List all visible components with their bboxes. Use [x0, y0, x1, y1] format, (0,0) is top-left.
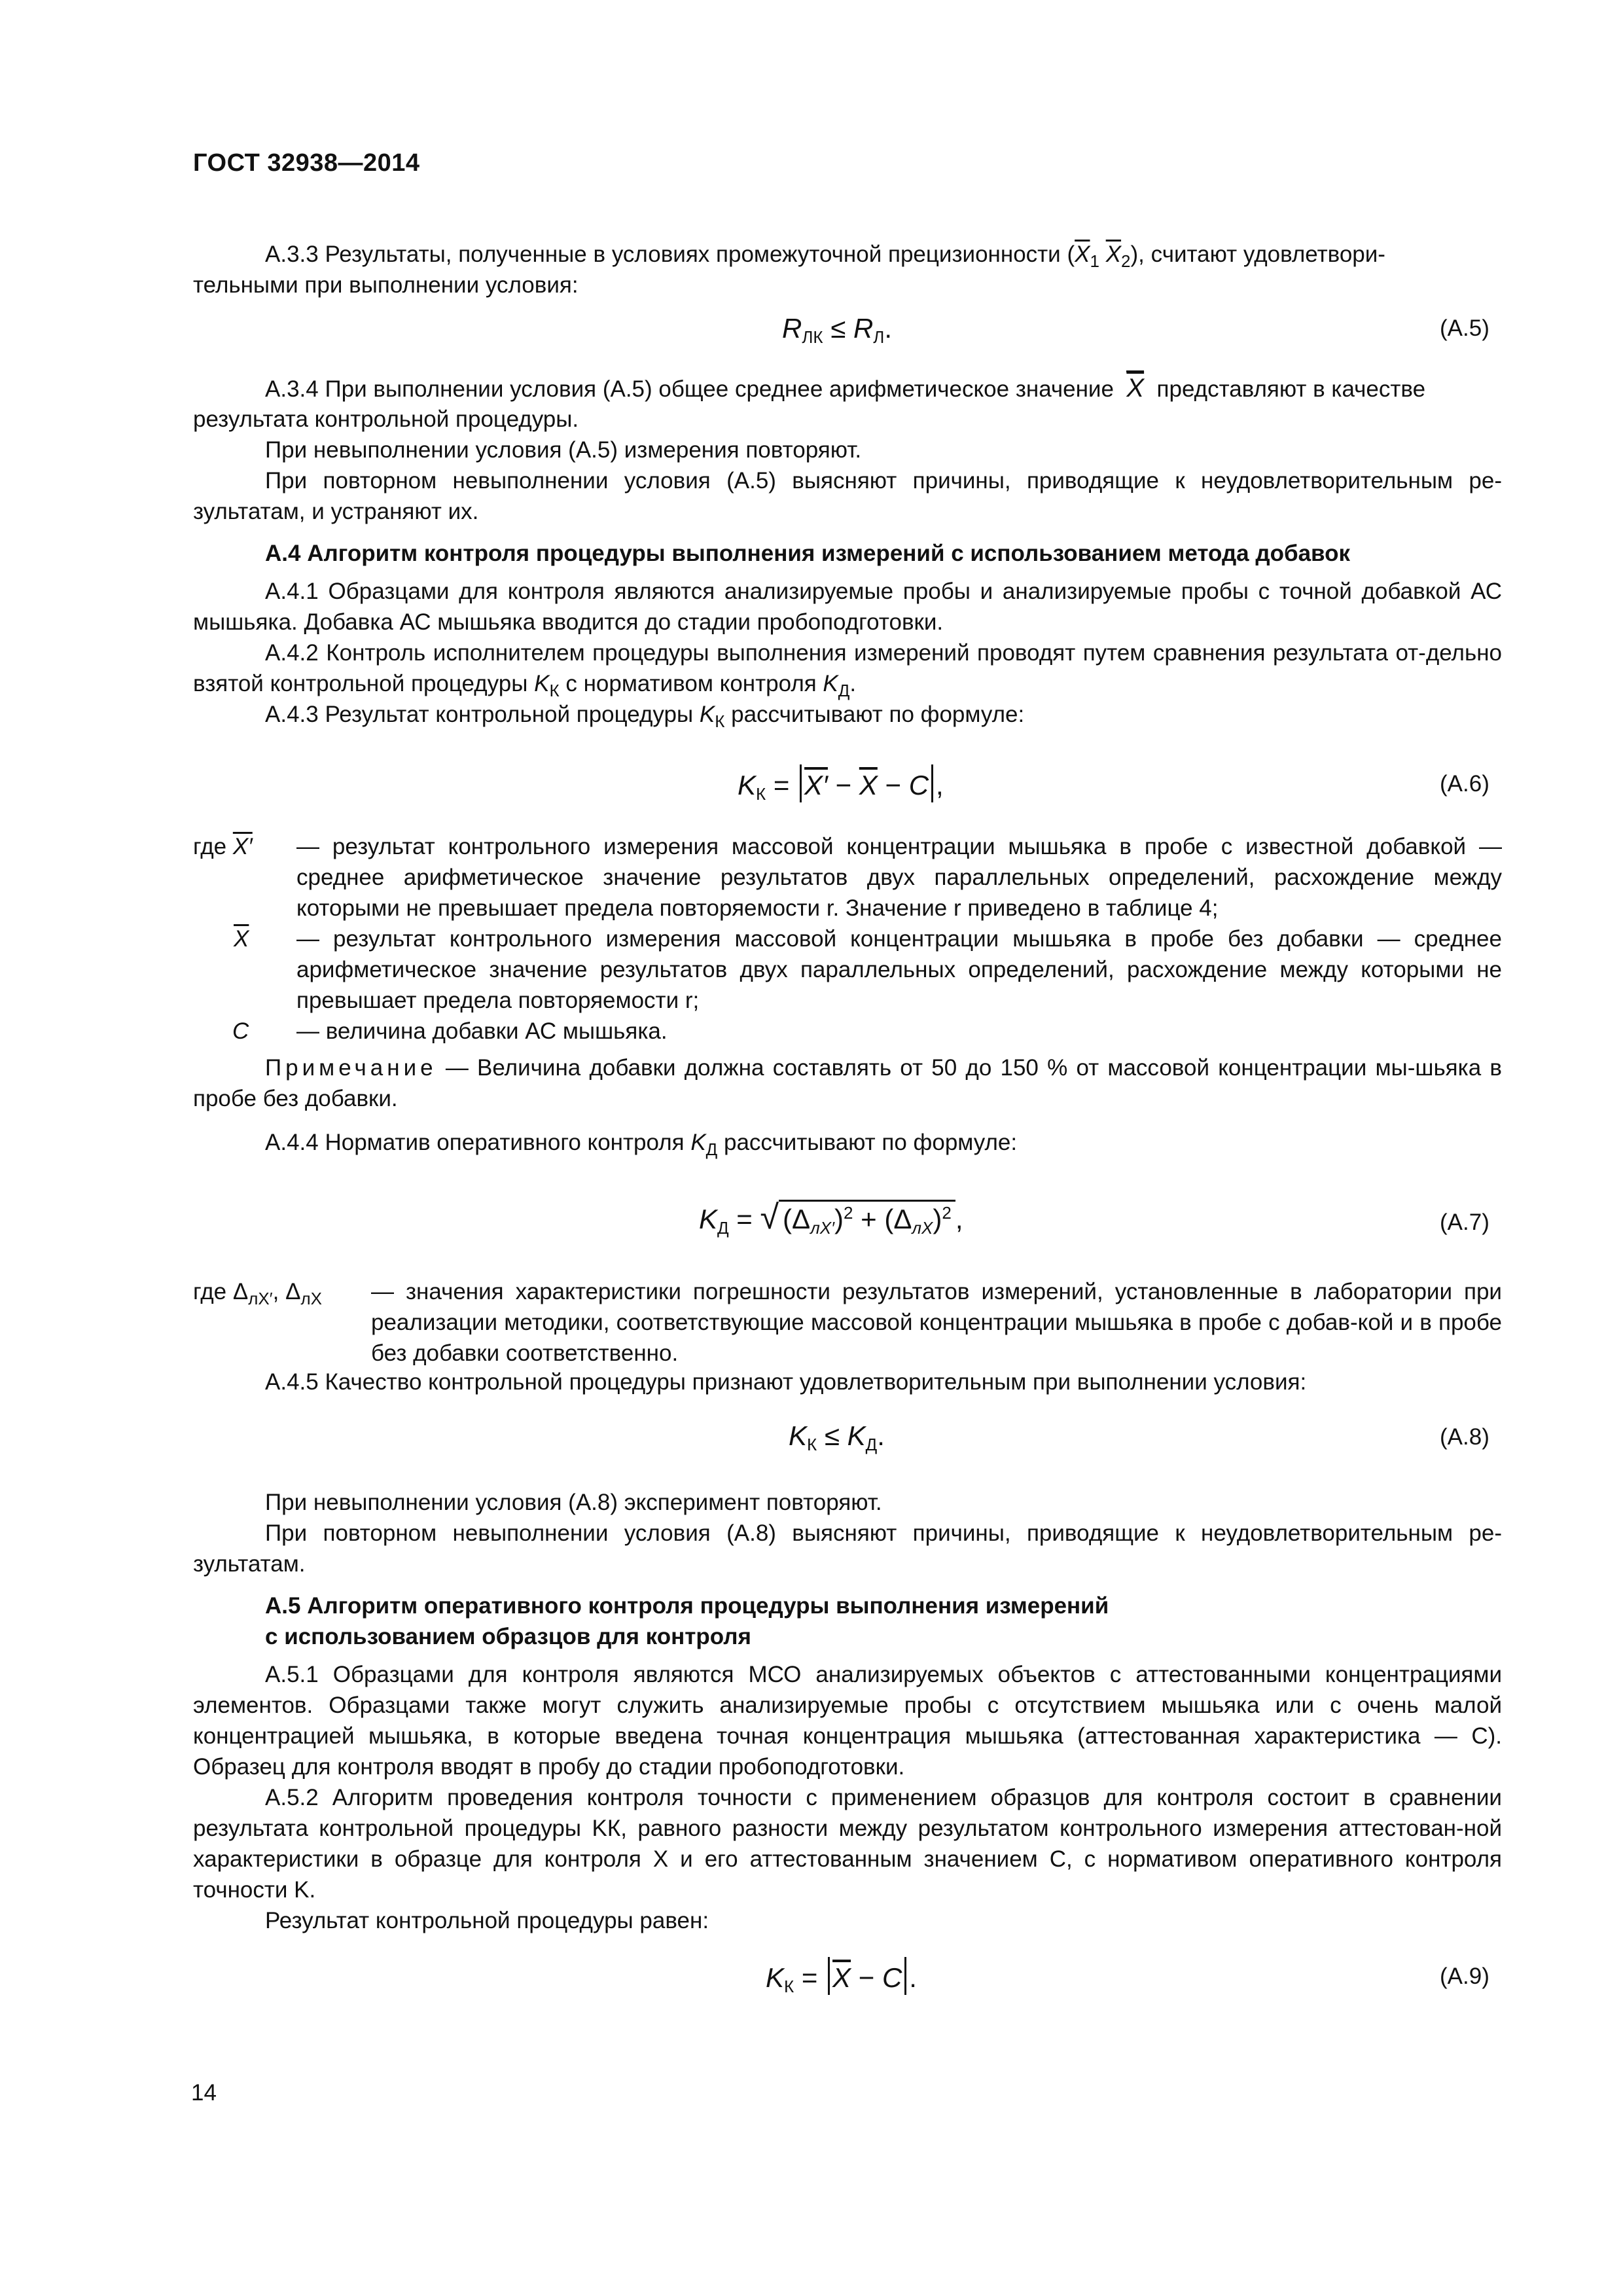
paragraph-a41: А.4.1 Образцами для контроля являются анализируемые пробы и анализируемые пробы с точной добавкой АС мышьяка. Добавка АС мышьяка вводится до стадии пробоподготовки. — [193, 579, 1502, 635]
separator: , — [272, 1279, 286, 1304]
punct: , — [936, 770, 944, 800]
punct: , — [955, 1204, 963, 1234]
definition-item — [193, 924, 1502, 1016]
paragraph-text: А.4.2 Контроль исполнителем процедуры выполнения измерений проводят путем сравнения результата от-дельно взятой контрольной процедуры — [193, 640, 1502, 696]
subscript-lk: ЛК — [802, 327, 823, 347]
paragraph-text: с нормативом контроля — [559, 671, 823, 696]
delta-symbol: Δ — [232, 1279, 249, 1304]
paragraph-text: А.3.3 Результаты, полученные в условиях промежуточной прецизионности ( — [265, 242, 1075, 267]
paragraph-a52-result: Результат контрольной процедуры равен: — [265, 1908, 709, 1933]
operator-plus: + — [853, 1204, 885, 1234]
equation-number: (А.8) — [1440, 1424, 1489, 1450]
operator-minus: − — [851, 1962, 882, 1993]
paragraph-a45-repeat: При невыполнении условия (А.8) эксперимент повторяют. — [265, 1490, 882, 1515]
abs-bar-right — [931, 764, 933, 802]
heading-a4: А.4 Алгоритм контроля процедуры выполнения измерений с использованием метода добавок — [265, 541, 1350, 566]
symbol-x-double-bar: $\overline{X}$ — [1126, 370, 1144, 403]
abs-bar-right — [904, 1957, 906, 1995]
note-text: — Величина добавки должна составлять от 50 до 150 % от массовой концентрации мы-шьяка в пробе без добавки. — [193, 1055, 1502, 1111]
symbol-c: C — [232, 1018, 249, 1044]
note — [193, 1052, 1502, 1114]
definition-list-a6 — [193, 831, 1502, 1047]
paragraph-text: ), считают удовлетвори- — [1130, 242, 1385, 267]
subscript-d: Д — [717, 1218, 729, 1238]
subscript-l: Л — [873, 327, 885, 347]
symbol-x1: $\overline{X}$ — [1075, 242, 1090, 267]
equation-number: (А.9) — [1440, 1964, 1489, 1989]
symbol-x-prime: X′ — [804, 770, 828, 800]
symbol-k: K — [699, 702, 715, 727]
operator-minus: − — [877, 770, 909, 800]
punct: . — [909, 1962, 917, 1993]
paragraph-a45-reason: При повторном невыполнении условия (А.8) выясняют причины, приводящие к неудовлетворительным ре-зультатам. — [193, 1520, 1502, 1577]
paragraph-a52: А.5.2 Алгоритм проведения контроля точности с применением образцов для контроля состоит в сравнении результата контрольной процедуры KК, равного разности между результатом контрольного измерения аттестован-ной характеристики в образце для контроля X и его аттестованным значением С, с нормативом оперативного контроля точности K. — [193, 1785, 1502, 1903]
paragraph-a33-cont: тельными при выполнении условия: — [193, 272, 579, 298]
punct: . — [849, 671, 857, 696]
where-label: где — [193, 1279, 227, 1304]
operator-eq: = — [728, 1204, 760, 1234]
paragraph-text: представляют в качестве — [1156, 376, 1426, 402]
subscript-1: 1 — [1090, 251, 1099, 271]
paren-close: ) — [834, 1204, 844, 1234]
definition-item — [193, 1016, 1502, 1047]
subscript-k: К — [784, 1977, 794, 1996]
symbol-k: K — [766, 1962, 785, 1993]
operator-le: ≤ — [823, 313, 853, 344]
sqrt-radicand — [779, 1200, 955, 1238]
operator-eq: = — [794, 1962, 826, 1993]
equation-number: (А.5) — [1440, 315, 1489, 341]
definition-desc: — значения характеристики погрешности результатов измерений, установленные в лаборатории при реализации методики, соответствующие массовой концентрации мышьяка в пробе с добав-кой и в пробе без добавки соответственно. — [371, 1279, 1502, 1366]
operator-minus: − — [827, 770, 859, 800]
subscript-d: Д — [838, 681, 850, 700]
abs-bar-left — [800, 764, 802, 802]
paragraph-a34-cont: результата контрольной процедуры. — [193, 406, 579, 432]
paragraph-text: А.3.4 При выполнении условия (А.5) общее среднее арифметическое значение — [265, 376, 1114, 402]
subscript-d: Д — [865, 1435, 878, 1454]
definition-desc: — величина добавки АС мышьяка. — [296, 1018, 668, 1044]
subscript-lx-prime: лX′ — [810, 1218, 834, 1238]
definition-item — [193, 1276, 1502, 1369]
punct: . — [877, 1420, 885, 1451]
document-header: ГОСТ 32938—2014 — [193, 149, 420, 177]
subscript-k: К — [807, 1435, 817, 1454]
equation-number: (А.7) — [1440, 1210, 1489, 1235]
symbol-c: C — [882, 1962, 902, 1993]
operator-eq: = — [766, 770, 798, 800]
subscript-k: К — [756, 784, 766, 804]
paragraph-text: рассчитывают по формуле: — [717, 1130, 1018, 1155]
symbol-r: R — [782, 313, 802, 344]
symbol-x-prime: X′ — [232, 834, 253, 859]
symbol-k: K — [699, 1204, 718, 1234]
equation-number: (А.6) — [1440, 771, 1489, 797]
definition-list-a7 — [193, 1276, 1502, 1369]
paragraph-a42 — [193, 637, 1502, 706]
delta-open: (Δ — [884, 1204, 912, 1234]
paragraph-a44 — [193, 1127, 1502, 1165]
symbol-x-bar: $\overline{X}$ — [832, 1962, 851, 1993]
subscript-lx-prime: лX′ — [248, 1289, 273, 1308]
paragraph-text: А.4.3 Результат контрольной процедуры — [265, 702, 700, 727]
paragraph-text: рассчитывают по формуле: — [724, 702, 1025, 727]
symbol-k: K — [823, 671, 838, 696]
subscript-2: 2 — [1121, 251, 1131, 271]
sqrt-symbol: √ — [760, 1198, 779, 1236]
heading-a5-cont: с использованием образцов для контроля — [265, 1624, 751, 1649]
page-number: 14 — [191, 2080, 217, 2106]
definition-term — [193, 1276, 322, 1314]
power-2: 2 — [942, 1203, 952, 1223]
definition-item — [193, 831, 1502, 924]
paragraph-a43 — [193, 699, 1502, 737]
symbol-r: R — [853, 313, 874, 344]
subscript-lx: лX — [300, 1289, 322, 1308]
power-2: 2 — [843, 1203, 853, 1223]
paren-close: ) — [933, 1204, 942, 1234]
delta-symbol: Δ — [285, 1279, 301, 1304]
subscript-k: К — [715, 711, 725, 731]
subscript-lx: лX — [912, 1218, 933, 1238]
symbol-x-bar: $\overline{X}$ — [234, 926, 249, 952]
subscript-k: К — [549, 681, 560, 700]
heading-a5: А.5 Алгоритм оперативного контроля процедуры выполнения измерений — [265, 1593, 1109, 1619]
symbol-k: K — [789, 1420, 808, 1451]
symbol-x2: $\overline{X}$ — [1105, 242, 1122, 267]
symbol-c: C — [908, 770, 929, 800]
symbol-k: K — [534, 671, 550, 696]
paragraph-a34-reason: При повторном невыполнении условия (А.5) выясняют причины, приводящие к неудовлетворительным ре-зультатам, и устраняют их. — [193, 468, 1502, 524]
paragraph-text: А.4.4 Норматив оперативного контроля — [265, 1130, 691, 1155]
symbol-x-bar: $\overline{X}$ — [859, 770, 878, 800]
note-label: Примечание — [265, 1055, 437, 1081]
operator-le: ≤ — [817, 1420, 847, 1451]
symbol-k: K — [738, 770, 757, 800]
paragraph-a34 — [193, 373, 1502, 404]
definition-desc: — результат контрольного измерения массовой концентрации мышьяка в пробе с известной добавкой — среднее арифметическое значение результатов двух параллельных определений, расхождение между которыми не превышает предела повторяемости r. Значение r приведено в таблице 4; — [296, 834, 1502, 921]
definition-term — [234, 924, 249, 954]
symbol-k: K — [690, 1130, 706, 1155]
where-label: где — [193, 834, 227, 859]
symbol-k: K — [847, 1420, 866, 1451]
delta-open: (Δ — [783, 1204, 811, 1234]
abs-bar-left — [828, 1957, 830, 1995]
paragraph-a34-repeat: При невыполнении условия (А.5) измерения повторяют. — [265, 437, 862, 463]
definition-desc: — результат контрольного измерения массовой концентрации мышьяка в пробе без добавки — среднее арифметическое значение результатов двух параллельных определений, расхождение между которыми не превышает предела повторяемости r; — [296, 926, 1502, 1013]
paragraph-a51: А.5.1 Образцами для контроля являются МСО анализируемых объектов с аттестованными концентрациями элементов. Образцами также могут служить анализируемые пробы с отсутствием мышьяка или с очень малой концентрацией мышьяка, в которые введена точная концентрация мышьяка (аттестованная характеристика — С). Образец для контроля вводят в пробу до стадии пробоподготовки. — [193, 1662, 1502, 1780]
definition-term — [193, 831, 253, 862]
paragraph-a45: А.4.5 Качество контрольной процедуры признают удовлетворительным при выполнении условия: — [265, 1369, 1307, 1395]
punct: . — [884, 313, 893, 344]
subscript-d: Д — [705, 1139, 718, 1159]
